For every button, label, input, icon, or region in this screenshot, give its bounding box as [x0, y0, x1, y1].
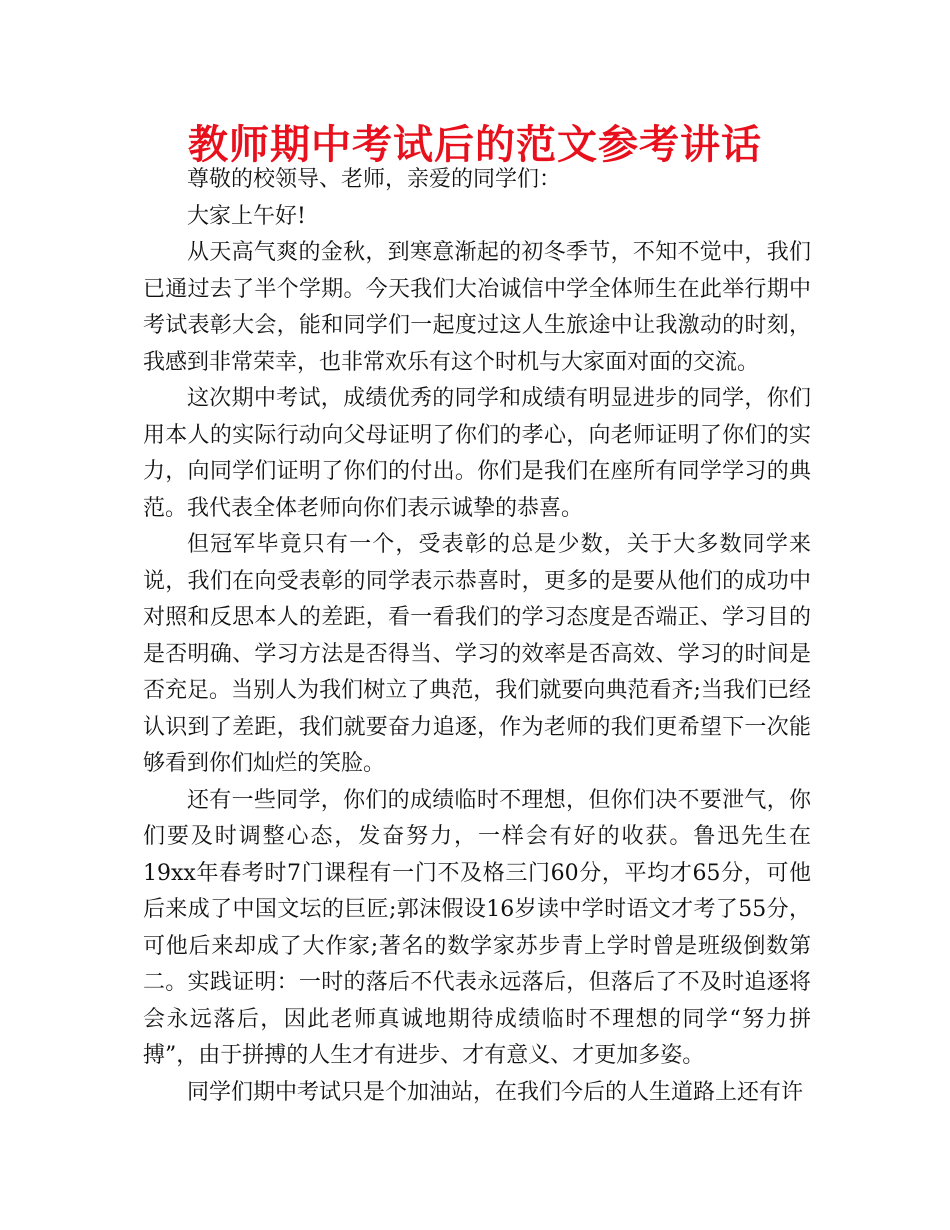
salutation-paragraph: 大家上午好!	[187, 203, 306, 229]
body-paragraph: 这次期中考试，成绩优秀的同学和成绩有明显进步的同学，你们用本人的实际行动向父母证明了你们的孝心，向老师证明了你们的实力，向同学们证明了你们的付出。你们是我们在座所有同学学习的典范。我代表全体老师向你们表示诚挚的恭喜。	[143, 386, 811, 521]
document-title: 教师期中考试后的范文参考讲话	[188, 122, 762, 168]
body-paragraph: 同学们期中考试只是个加油站，在我们今后的人生道路上还有许	[187, 1079, 804, 1105]
body-paragraph: 还有一些同学，你们的成绩临时不理想，但你们决不要泄气，你们要及时调整心态，发奋努力，一样会有好的收获。鲁迅先生在19xx年春考时7门课程有一门不及格三门60分，平均才65分，可他后来成了中国文坛的巨匠;郭沫假设16岁读中学时语文才考了55分，可他后来却成了大作家;著名的数学家苏步青上学时曾是班级倒数第二。实践证明：一时的落后不代表永远落后，但落后了不及时追逐将会永远落后，因此老师真诚地期待成绩临时不理想的同学“努力拼搏”，由于拼搏的人生才有进步、才有意义、才更加多姿。	[143, 787, 811, 1068]
document-body	[143, 162, 811, 1111]
body-paragraph: 但冠军毕竟只有一个，受表彰的总是少数，关于大多数同学来说，我们在向受表彰的同学表示恭喜时，更多的是要从他们的成功中对照和反思本人的差距，看一看我们的学习态度是否端正、学习目的是否明确、学习方法是否得当、学习的效率是否高效、学习的时间是否充足。当别人为我们树立了典范，我们就要向典范看齐;当我们已经认识到了差距，我们就要奋力追逐，作为老师的我们更希望下一次能够看到你们灿烂的笑脸。	[143, 532, 811, 776]
greeting-paragraph: 尊敬的校领导、老师，亲爱的同学们：	[187, 167, 562, 192]
body-paragraph: 从天高气爽的金秋，到寒意渐起的初冬季节，不知不觉中，我们已通过去了半个学期。今天我们大冶诚信中学全体师生在此举行期中考试表彰大会，能和同学们一起度过这人生旅途中让我激动的时刻，我感到非常荣幸，也非常欢乐有这个时机与大家面对面的交流。	[143, 240, 811, 375]
